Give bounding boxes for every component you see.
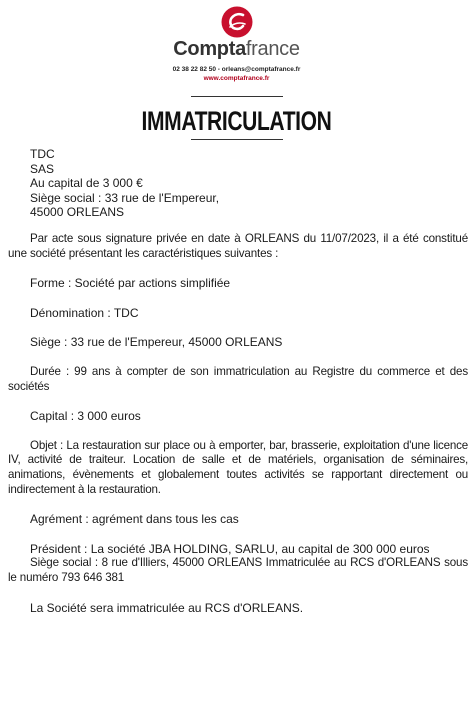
notice-body: [30, 147, 443, 220]
title-rule-top: [191, 96, 283, 97]
duree-paragraph: Durée : 99 ans à compter de son immatriculation au Registre du commerce et des sociétés: [8, 364, 468, 393]
contact-info: 02 38 22 82 50 - orleans@comptafrance.fr: [172, 66, 301, 73]
page-title: IMMATRICULATION: [141, 106, 332, 136]
forme-line: Forme : Société par actions simplifiée: [30, 276, 231, 291]
title-rule-bottom: [191, 139, 283, 140]
denomination-line: Dénomination : TDC: [30, 305, 139, 320]
brand-light: france: [245, 38, 300, 60]
president-line1: Président : La société JBA HOLDING, SARLU, au capital de 300 000 euros: [30, 541, 430, 556]
notice-details: [8, 232, 468, 615]
company-capital: Au capital de 3 000 €: [30, 176, 143, 191]
siege-line: Siège : 33 rue de l'Empereur, 45000 ORLEANS: [30, 335, 283, 350]
company-seat-line2: 45000 ORLEANS: [30, 205, 125, 220]
objet-paragraph: Objet : La restauration sur place ou à emporter, bar, brasserie, exploitation d'une licence IV, activité de traiteur. Location de salle et de matériels, organisation de séminaires, animations, évènements et globalement toutes activités se rapportant directement ou indirectement à la restauration.: [8, 438, 468, 496]
intro-paragraph: [8, 232, 468, 261]
comptafrance-logo-icon: [221, 6, 253, 38]
website-link[interactable]: www.comptafrance.fr: [203, 75, 270, 82]
company-name: TDC: [30, 147, 55, 161]
closing-line: La Société sera immatriculée au RCS d'ORLEANS.: [30, 600, 304, 615]
company-form: SAS: [30, 161, 55, 176]
brand-bold: Compta: [173, 38, 246, 60]
capital-line: Capital : 3 000 euros: [30, 409, 141, 424]
brand-name: [0, 38, 473, 61]
intro-text: Par acte sous signature privée en date à ORLEANS du 11/07/2023, il a été constitué une société présentant les caractéristiques suivantes :: [8, 232, 468, 260]
president-line2: Siège social : 8 rue d'Illiers, 45000 ORLEANS Immatriculée au RCS d'ORLEANS sous le numéro 793 646 381: [8, 556, 468, 584]
company-block: [30, 147, 443, 220]
agrement-line: Agrément : agrément dans tous les cas: [30, 512, 239, 527]
company-seat-line1: Siège social : 33 rue de l'Empereur,: [30, 190, 220, 205]
